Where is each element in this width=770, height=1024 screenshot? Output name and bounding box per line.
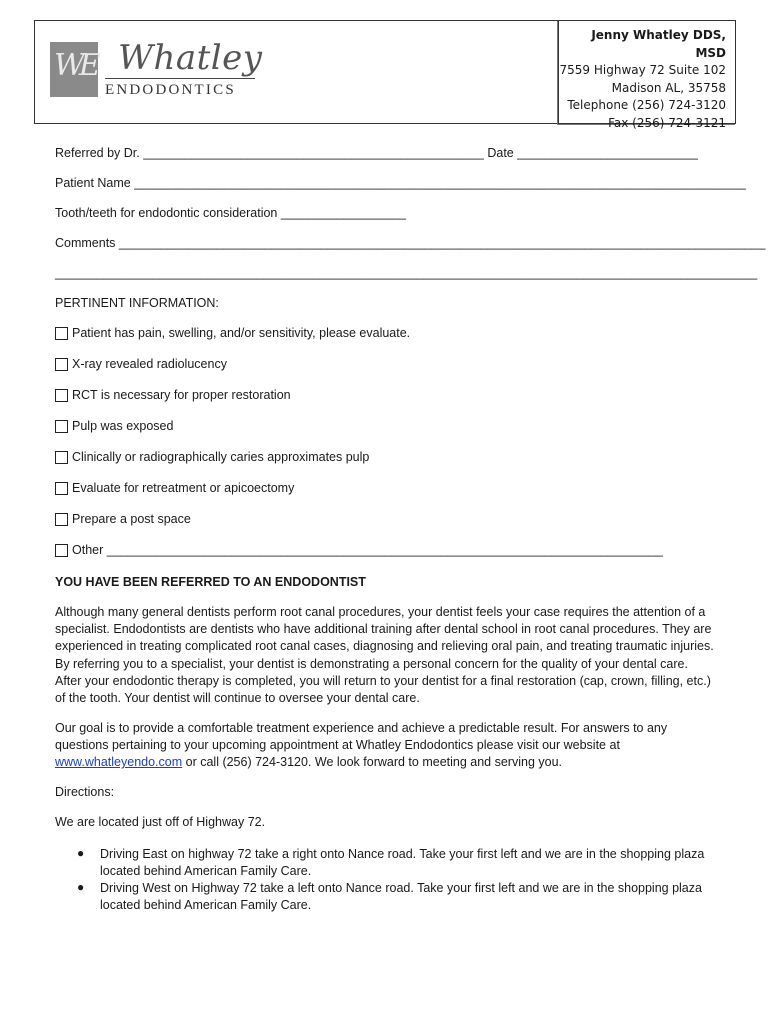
logo-divider	[105, 78, 255, 79]
checklist-label: Pulp was exposed	[72, 419, 174, 433]
referral-heading: YOU HAVE BEEN REFERRED TO AN ENDODONTIST	[55, 575, 366, 589]
logo-subtitle: ENDODONTICS	[105, 82, 236, 98]
comments-field[interactable]: Comments _____________________________________________________________________________________________	[55, 236, 766, 250]
street-address: 7559 Highway 72 Suite 102	[559, 63, 726, 77]
checklist-label: X-ray revealed radiolucency	[72, 357, 227, 371]
doctor-name: Jenny Whatley DDS, MSD	[591, 28, 726, 60]
website-link[interactable]: www.whatleyendo.com	[55, 755, 183, 770]
comments-continuation[interactable]: _____________________________________________________________________________________________________	[55, 266, 758, 280]
checklist-item[interactable]	[55, 512, 191, 526]
checklist-label: Evaluate for retreatment or apicoectomy	[72, 481, 295, 495]
direction-east: Driving East on highway 72 take a right onto Nance road. Take your first left and we are in the shopping plaza located behind American Family Care.	[100, 847, 705, 878]
pertinent-heading: PERTINENT INFORMATION:	[55, 296, 219, 310]
goal-text-end: or call (256) 724-3120. We look forward to meeting and serving you.	[182, 755, 562, 770]
direction-west: Driving West on Highway 72 take a left onto Nance road. Take your first left and we are in the shopping plaza located behind American Family Care.	[100, 881, 702, 912]
city-state-zip: Madison AL, 35758	[611, 80, 726, 95]
tooth-field[interactable]: Tooth/teeth for endodontic consideration __________________	[55, 206, 406, 220]
fax: Fax (256) 724-3121	[608, 115, 726, 130]
checklist-item[interactable]	[55, 419, 173, 433]
goal-paragraph	[55, 720, 715, 772]
checklist-label: RCT is necessary for proper restoration	[72, 388, 291, 402]
checkbox[interactable]	[55, 327, 68, 340]
goal-text: Our goal is to provide a comfortable treatment experience and achieve a predictable result. For answers to any questions pertaining to your upcoming appointment at Whatley Endodontics please visit our website at	[55, 721, 668, 753]
checklist-label: Patient has pain, swelling, and/or sensitivity, please evaluate.	[72, 326, 411, 340]
checkbox[interactable]	[55, 513, 68, 526]
checklist-item[interactable]	[55, 357, 227, 371]
referral-paragraph: Although many general dentists perform root canal procedures, your dentist feels your case requires the attention of a specialist. Endodontists are dentists who have additional training after dental school in root canal procedures. They are experienced in treating complicated root canal cases, diagnosing and relieving oral pain, and treating traumatic injuries. By referring you to a specialist, your dentist is demonstrating a personal concern for the quality of your dental care. After your endodontic therapy is completed, you will return to your dentist for a final restoration (cap, crown, filling, etc.) of the tooth. Your dentist will continue to oversee your dental care.	[55, 605, 714, 706]
referred-by-field[interactable]: Referred by Dr. _________________________________________________ Date __________________________	[55, 146, 698, 160]
checkbox[interactable]	[55, 389, 68, 402]
checklist-label: Prepare a post space	[72, 512, 191, 526]
patient-name-field[interactable]: Patient Name ________________________________________________________________________________________	[55, 176, 746, 190]
logo-script: Whatley	[118, 38, 263, 78]
checkbox[interactable]	[55, 544, 68, 557]
checklist-item[interactable]	[55, 450, 369, 464]
checkbox[interactable]	[55, 420, 68, 433]
checklist-item[interactable]	[55, 481, 294, 495]
bullet-icon: ●	[77, 846, 85, 860]
bullet-icon: ●	[77, 880, 85, 894]
checklist-item[interactable]	[55, 388, 291, 402]
checkbox[interactable]	[55, 451, 68, 464]
telephone: Telephone (256) 724-3120	[567, 98, 726, 112]
logo-monogram-text: WE	[54, 48, 95, 83]
checkbox[interactable]	[55, 358, 68, 371]
checklist-item-other[interactable]	[55, 543, 663, 557]
logo-monogram	[50, 42, 98, 97]
directions-label: Directions:	[55, 785, 115, 799]
location-text: We are located just off of Highway 72.	[55, 815, 266, 829]
checklist-item[interactable]	[55, 326, 410, 340]
checkbox[interactable]	[55, 482, 68, 495]
contact-box	[558, 20, 736, 130]
checklist-label: Clinically or radiographically caries approximates pulp	[72, 450, 370, 464]
checklist-label: Other ________________________________________________________________________________	[72, 543, 663, 557]
